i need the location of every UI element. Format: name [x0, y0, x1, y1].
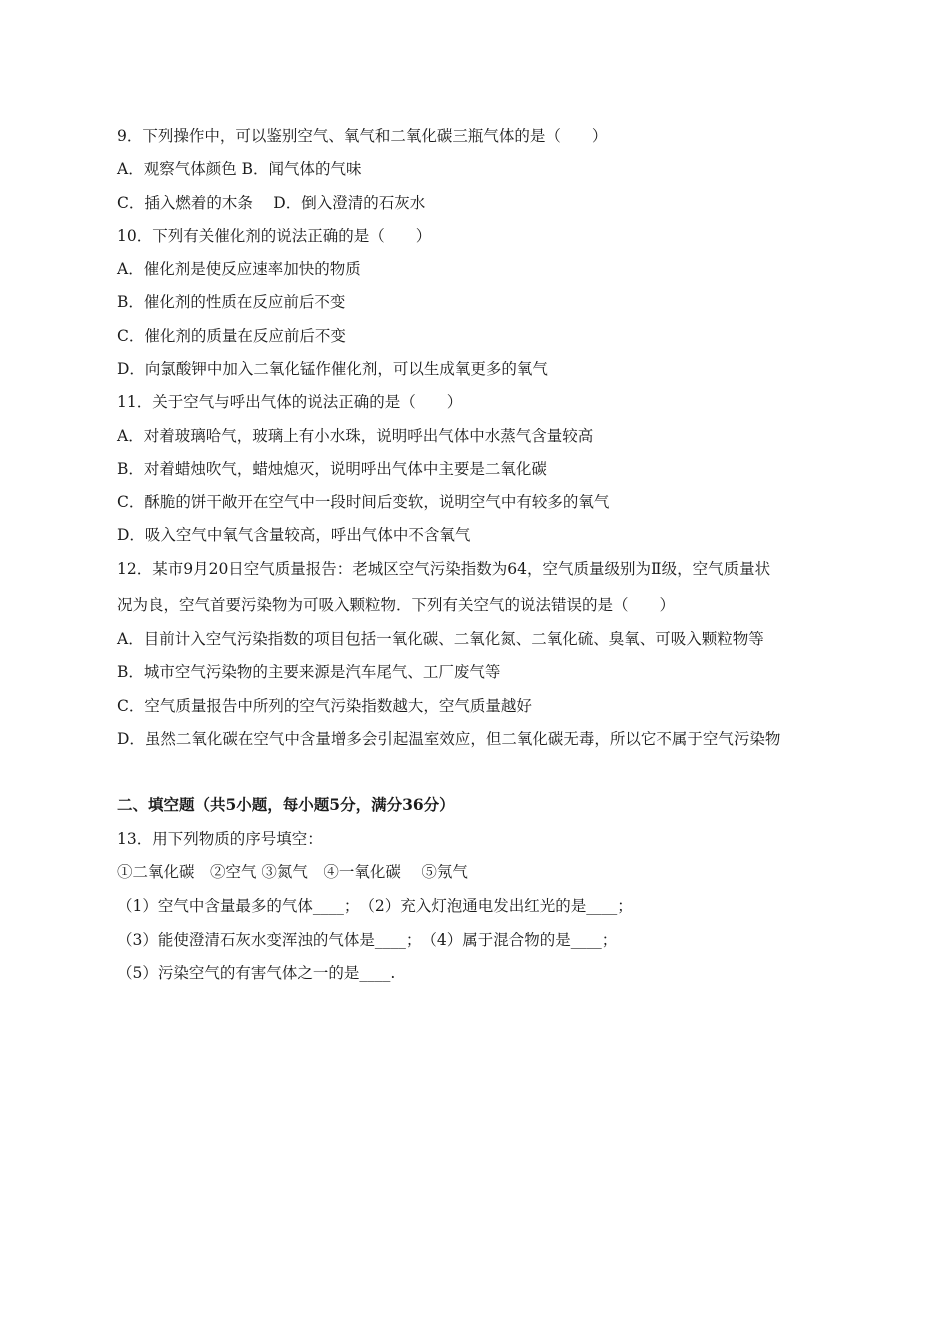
question-9-options-cd: C．插入燃着的木条 D．倒入澄清的石灰水	[117, 194, 426, 212]
question-13-line-1: （1）空气中含量最多的气体____； （2）充入灯泡通电发出红光的是____；	[117, 897, 633, 915]
question-11-stem: 11．关于空气与呼出气体的说法正确的是（ ）	[117, 393, 463, 411]
question-13-stem: 13．用下列物质的序号填空：	[117, 830, 323, 848]
question-12-stem-line-1: 12．某市9月20日空气质量报告：老城区空气污染指数为64，空气质量级别为Ⅱ级，空气质量状	[117, 560, 771, 578]
question-11-option-c: C．酥脆的饼干敞开在空气中一段时间后变软，说明空气中有较多的氧气	[117, 493, 610, 511]
question-10-stem: 10．下列有关催化剂的说法正确的是（ ）	[117, 227, 432, 245]
question-12-option-c: C．空气质量报告中所列的空气污染指数越大，空气质量越好	[117, 697, 532, 715]
question-10-option-b: B．催化剂的性质在反应前后不变	[117, 293, 346, 311]
question-12-option-a: A．目前计入空气污染指数的项目包括一氧化碳、二氧化氮、二氧化硫、臭氧、可吸入颗粒物等	[117, 630, 764, 648]
question-13-line-3: （5）污染空气的有害气体之一的是____.	[117, 964, 396, 982]
question-13-line-2: （3）能使澄清石灰水变浑浊的气体是____； （4）属于混合物的是____；	[117, 931, 618, 949]
question-12-stem-line-2: 况为良，空气首要污染物为可吸入颗粒物．下列有关空气的说法错误的是（ ）	[117, 596, 676, 614]
question-13-choices: ①二氧化碳 ②空气 ③氮气 ④一氧化碳 ⑤氖气	[117, 863, 468, 881]
question-10-option-d: D．向氯酸钾中加入二氧化锰作催化剂，可以生成氧更多的氧气	[117, 360, 548, 378]
question-12-option-b: B．城市空气污染物的主要来源是汽车尾气、工厂废气等	[117, 663, 501, 681]
question-12-option-d: D．虽然二氧化碳在空气中含量增多会引起温室效应，但二氧化碳无毒，所以它不属于空气污染物	[117, 730, 781, 748]
section-2-heading: 二、填空题（共5小题，每小题5分，满分36分）	[117, 795, 455, 814]
question-10-option-a: A．催化剂是使反应速率加快的物质	[117, 260, 361, 278]
question-11-option-d: D．吸入空气中氧气含量较高，呼出气体中不含氧气	[117, 526, 471, 544]
question-9-options-ab: A．观察气体颜色 B．闻气体的气味	[117, 160, 362, 178]
question-11-option-a: A．对着玻璃哈气，玻璃上有小水珠，说明呼出气体中水蒸气含量较高	[117, 427, 594, 445]
question-11-option-b: B．对着蜡烛吹气，蜡烛熄灭，说明呼出气体中主要是二氧化碳	[117, 460, 547, 478]
question-10-option-c: C．催化剂的质量在反应前后不变	[117, 327, 346, 345]
question-9-stem: 9．下列操作中，可以鉴别空气、氧气和二氧化碳三瓶气体的是（ ）	[117, 127, 608, 145]
